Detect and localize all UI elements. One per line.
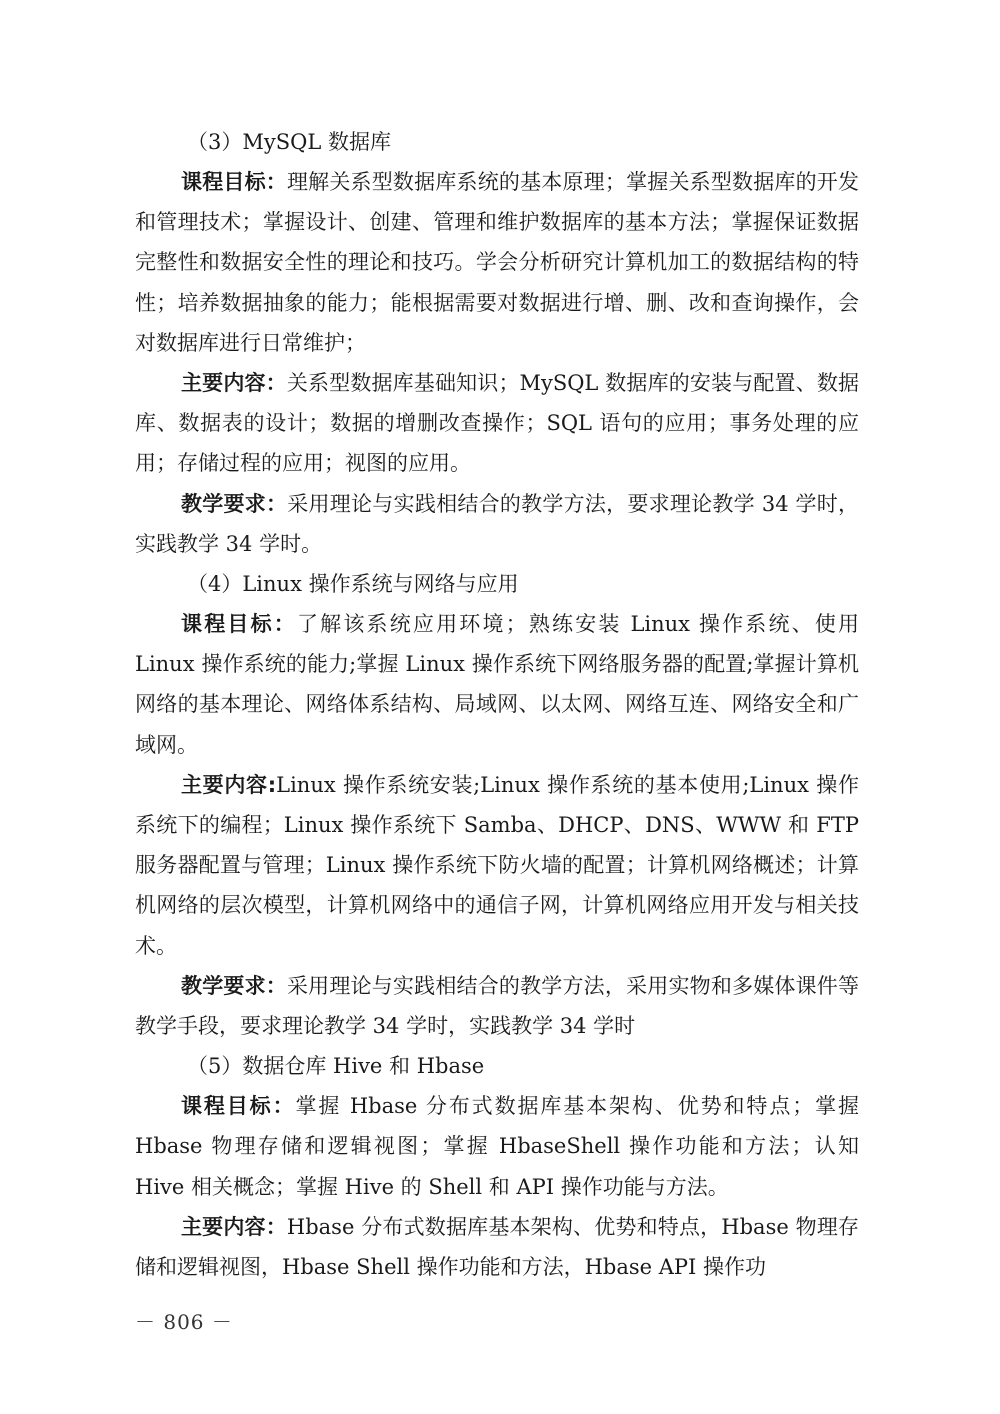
section-heading-linux: （4）Linux 操作系统与网络与应用 — [187, 572, 519, 597]
paragraph-text: 了解该系统应用环境；熟练安装 Linux 操作系统、使用 Linux 操作系统的能力;掌握 Linux 操作系统下网络服务器的配置;掌握计算机网络的基本理论、网络体系结构、局域网、以太网、网络互连、网络安全和广域网。 — [135, 612, 860, 757]
paragraph-text: Hbase 分布式数据库基本架构、优势和特点，Hbase 物理存储和逻辑视图，Hbase Shell 操作功能和方法，Hbase API 操作功 — [135, 1214, 860, 1280]
paragraph-text: 关系型数据库基础知识；MySQL 数据库的安装与配置、数据库、数据表的设计；数据的增删改查操作；SQL 语句的应用；事务处理的应用；存储过程的应用；视图的应用。 — [135, 371, 860, 476]
paragraph-label: 教学要求： — [181, 973, 287, 998]
paragraph-main-content — [135, 363, 859, 484]
paragraph-label: 主要内容: — [181, 772, 277, 797]
section-heading-mysql: （3）MySQL 数据库 — [187, 130, 391, 154]
paragraph-course-goal — [135, 604, 859, 765]
paragraph-text: 采用理论与实践相结合的教学方法，要求理论教学 34 学时，实践教学 34 学时。 — [135, 491, 859, 556]
paragraph-teaching-requirement — [135, 484, 859, 564]
paragraph-teaching-requirement — [135, 966, 859, 1046]
paragraph-label: 课程目标： — [181, 612, 297, 637]
paragraph-label: 课程目标： — [181, 1094, 296, 1119]
section-heading-hive-hbase: （5）数据仓库 Hive 和 Hbase — [187, 1054, 485, 1079]
paragraph-text: 采用理论与实践相结合的教学方法，采用实物和多媒体课件等教学手段，要求理论教学 34 学时，实践教学 34 学时 — [135, 973, 859, 1039]
paragraph-course-goal — [135, 162, 859, 363]
paragraph-text: 理解关系型数据库系统的基本原理；掌握关系型数据库的开发和管理技术；掌握设计、创建、管理和维护数据库的基本方法；掌握保证数据完整性和数据安全性的理论和技巧。学会分析研究计算机加工的数据结构的特性；培养数据抽象的能力；能根据需要对数据进行增、删、改和查询操作，会对数据库进行日常维护； — [135, 170, 859, 355]
paragraph-main-content — [135, 765, 859, 966]
paragraph-text: Linux 操作系统安装;Linux 操作系统的基本使用;Linux 操作系统下的编程；Linux 操作系统下 Samba、DHCP、DNS、WWW 和 FTP 服务器配置与管理；Linux 操作系统下防火墙的配置；计算机网络概述；计算机网络的层次模型，计算机网络中的通信子网，计算机网络应用开发与相关技术。 — [135, 772, 859, 958]
document-body — [135, 122, 859, 1287]
paragraph-label: 主要内容： — [181, 1214, 287, 1239]
page-number: － 806 － — [135, 1310, 233, 1334]
paragraph-course-goal — [135, 1086, 859, 1207]
paragraph-main-content — [135, 1207, 859, 1287]
paragraph-label: 教学要求： — [181, 491, 288, 516]
paragraph-text: 掌握 Hbase 分布式数据库基本架构、优势和特点；掌握 Hbase 物理存储和逻辑视图；掌握 HbaseShell 操作功能和方法；认知 Hive 相关概念；掌握 Hive 的 Shell 和 API 操作功能与方法。 — [135, 1094, 859, 1199]
paragraph-label: 课程目标： — [181, 170, 287, 194]
paragraph-label: 主要内容： — [181, 371, 287, 396]
